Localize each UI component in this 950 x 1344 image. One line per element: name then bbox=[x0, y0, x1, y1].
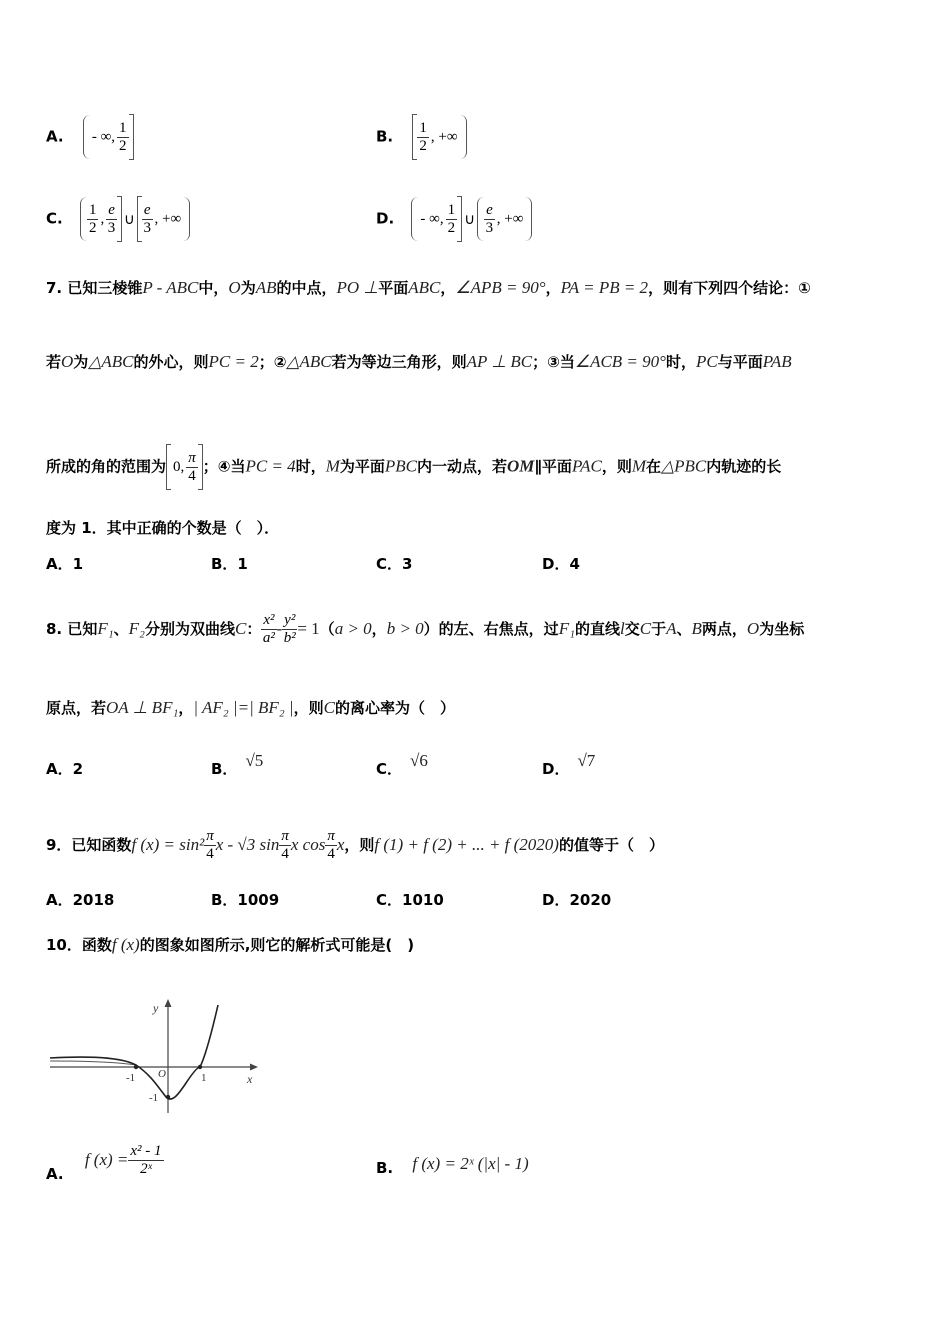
q8-option-d[interactable]: D． √7 bbox=[542, 751, 596, 778]
q8-option-a[interactable]: A．2 bbox=[46, 760, 84, 778]
option-label: B. bbox=[376, 127, 394, 146]
point-neg1 bbox=[134, 1065, 138, 1069]
option-label: A. bbox=[46, 127, 64, 146]
q10-line-1: 10．函数f (x)的图象如图所示,则它的解析式可能是( ) bbox=[46, 935, 415, 954]
q7-option-c[interactable]: C．3 bbox=[376, 555, 413, 573]
asymptote-line bbox=[50, 1061, 136, 1065]
point-y-neg1 bbox=[166, 1095, 170, 1099]
math: - ∞, bbox=[91, 128, 116, 145]
q8-line-2: 原点，若OA ⊥ BF₁，| AF₂ |=| BF₂ |，则C的离心率为（ ） bbox=[46, 698, 455, 717]
function-curve bbox=[50, 1005, 218, 1099]
tick-y-neg1: -1 bbox=[149, 1092, 159, 1104]
q7-line-1: 7. 已知三棱锥P - ABC中，O为AB的中点，PO ⊥平面ABC，∠APB = 90°，PA = PB = 2，则有下列四个结论：① bbox=[46, 278, 811, 297]
q10-option-a[interactable]: A. f (x) = $\frac{\text{x² - 1}}{\text{2ˣ}}$ bbox=[46, 1143, 162, 1183]
q6-option-b[interactable]: B. $\frac{1}{2}$ , +∞ bbox=[376, 114, 467, 160]
option-label: B. bbox=[376, 1159, 394, 1177]
option-label: D. bbox=[376, 209, 395, 228]
q6-option-a[interactable]: A. - ∞, $\frac{1}{2}$ bbox=[46, 114, 134, 160]
q9-line-1: 9．已知函数f (x) = sin² $\frac{\pi}{4}$ x - √3 sin $\frac{\pi}{4}$ x cos $\frac{\pi}{4}$ x，则f (1) + f (2) + ... + f (2020)的值等于（ ） bbox=[46, 828, 664, 862]
option-label: A. bbox=[46, 1165, 64, 1183]
q7-option-d[interactable]: D．4 bbox=[542, 555, 580, 573]
q7-option-a[interactable]: A．1 bbox=[46, 555, 84, 573]
function-graph bbox=[46, 995, 266, 1115]
tick-neg1: -1 bbox=[126, 1072, 136, 1084]
origin-label: O bbox=[158, 1068, 166, 1080]
q6-option-c[interactable]: C. $\frac{1}{2}$ , $\frac{e}{3}$ ∪ $\frac{e}{3}$ , +∞ bbox=[46, 196, 190, 242]
q9-option-b[interactable]: B．1009 bbox=[211, 891, 280, 909]
y-axis-label: y bbox=[153, 1001, 159, 1015]
y-axis-arrow bbox=[165, 999, 172, 1007]
q7-option-b[interactable]: B．1 bbox=[211, 555, 248, 573]
q9-option-c[interactable]: C．1010 bbox=[376, 891, 444, 909]
q7-line-2: 若O为△ABC的外心，则PC = 2；②△ABC若为等边三角形，则AP ⊥ BC；③当∠ACB = 90°时，PC与平面PAB bbox=[46, 352, 792, 371]
q10-option-b[interactable]: B. f (x) = 2ˣ (|x| - 1) bbox=[376, 1154, 529, 1177]
tick-1: 1 bbox=[201, 1072, 207, 1084]
q8-option-c[interactable]: C． √6 bbox=[376, 751, 428, 778]
x-axis-label: x bbox=[247, 1072, 253, 1086]
q7-line-4: 度为 1．其中正确的个数是（ ）． bbox=[46, 519, 280, 537]
q7-line-3: 所成的角的范围为 0, $\frac{\pi}{4}$ ；④当PC = 4时，M为平面PBC内一动点，若OM∥平面PAC，则M在△PBC内轨迹的长 bbox=[46, 444, 781, 490]
option-label: C. bbox=[46, 209, 63, 228]
q8-line-1: 8. 已知F₁、F₂分别为双曲线C： $\frac{\text{x²}}{\text{a²}}$ - $\frac{\text{y²}}{\text{b²}}$ = 1（a > 0，b > 0）的左、右焦点，过F₁的直线l交C于A、B两点，O为坐标 bbox=[46, 612, 805, 646]
q6-option-d[interactable]: D. - ∞, $\frac{1}{2}$ ∪ $\frac{e}{3}$ , +∞ bbox=[376, 196, 532, 242]
q9-option-d[interactable]: D．2020 bbox=[542, 891, 612, 909]
point-1 bbox=[198, 1065, 202, 1069]
x-axis-arrow bbox=[250, 1064, 258, 1071]
q9-option-a[interactable]: A．2018 bbox=[46, 891, 115, 909]
q8-option-b[interactable]: B． √5 bbox=[211, 751, 264, 778]
